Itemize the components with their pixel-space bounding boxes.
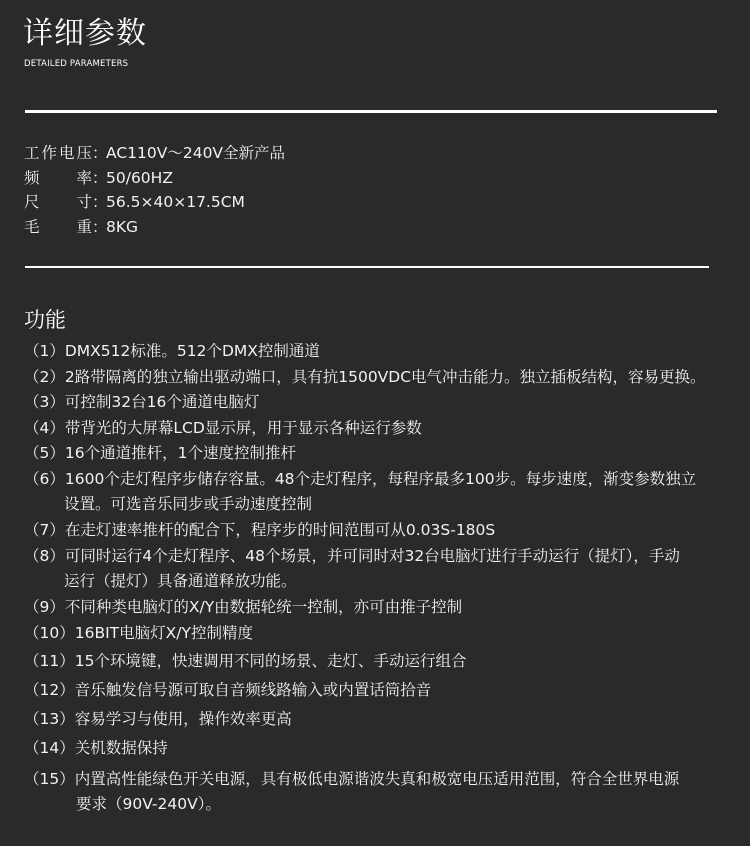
- function-number: （10）: [24, 624, 75, 642]
- param-row-voltage: [24, 141, 285, 166]
- function-text: 16BIT电脑灯X/Y控制精度: [74, 624, 253, 642]
- param-row-size: [24, 190, 285, 215]
- function-number: （14）: [24, 739, 75, 757]
- function-item: [24, 467, 696, 517]
- function-number: （9）: [24, 598, 65, 616]
- function-number: （2）: [24, 368, 65, 386]
- function-number: （12）: [24, 681, 75, 699]
- param-separator: ：: [92, 144, 108, 162]
- top-divider: [25, 110, 717, 113]
- param-separator: ：: [92, 168, 108, 187]
- functions-title: 功能: [24, 308, 66, 332]
- function-number: （6）: [24, 470, 65, 488]
- function-item: [24, 678, 431, 703]
- function-item: [24, 736, 168, 761]
- param-label: 毛重: [24, 217, 92, 236]
- function-item: [24, 339, 320, 364]
- param-value: AC110V～240V全新产品: [106, 144, 286, 162]
- function-item: [24, 416, 422, 441]
- function-number: （11）: [24, 652, 75, 670]
- function-number: （1）: [24, 342, 65, 360]
- param-value: 50/60HZ: [106, 168, 173, 187]
- param-label: 频率: [24, 168, 92, 187]
- function-item: [24, 441, 296, 466]
- param-separator: ：: [92, 193, 108, 211]
- param-label: 工作电压: [24, 144, 92, 162]
- function-text: 可同时运行4个走灯程序、48个场景，并可同时对32台电脑灯进行手动运行（提灯），手动: [64, 547, 680, 565]
- function-text: 内置高性能绿色开关电源，具有极低电源谐波失真和极宽电压适用范围，符合全世界电源: [74, 770, 680, 788]
- function-text-continued: 要求（90V-240V）。: [76, 795, 221, 813]
- function-number: （8）: [24, 547, 65, 565]
- parameter-list: [24, 141, 285, 239]
- param-value: 8KG: [106, 217, 139, 236]
- function-text: 1600个走灯程序步储存容量。48个走灯程序，每程序最多100步。每步速度，渐变参数独立: [64, 470, 697, 488]
- function-item: [24, 707, 292, 732]
- function-text: 15个环境键，快速调用不同的场景、走灯、手动运行组合: [74, 652, 467, 670]
- function-text-continued: 运行（提灯）具备通道释放功能。: [64, 572, 297, 590]
- function-item: [24, 544, 680, 594]
- function-text: 音乐触发信号源可取自音频线路输入或内置话筒拾音: [74, 681, 432, 699]
- param-label: 尺寸: [24, 193, 92, 211]
- param-row-frequency: [24, 166, 285, 191]
- function-number: （3）: [24, 393, 65, 411]
- param-separator: ：: [92, 217, 108, 236]
- function-text: 关机数据保持: [74, 739, 168, 757]
- middle-divider: [25, 266, 709, 268]
- function-number: （13）: [24, 710, 75, 728]
- function-item: [24, 365, 706, 390]
- function-number: （15）: [24, 770, 75, 788]
- page-title: 详细参数: [23, 16, 147, 51]
- function-text-continued: 设置。可选音乐同步或手动速度控制: [64, 495, 313, 513]
- function-text: DMX512标准。512个DMX控制通道: [64, 342, 320, 360]
- function-item: [24, 595, 462, 620]
- function-item: [24, 767, 679, 817]
- function-number: （7）: [24, 521, 65, 539]
- function-text: 带背光的大屏幕LCD显示屏，用于显示各种运行参数: [64, 419, 422, 437]
- function-item: [24, 518, 495, 543]
- function-item: [24, 621, 253, 646]
- param-value: 56.5×40×17.5CM: [106, 193, 245, 211]
- function-text: 容易学习与使用，操作效率更高: [74, 710, 292, 728]
- function-text: 不同种类电脑灯的X/Y由数据轮统一控制，亦可由推子控制: [64, 598, 463, 616]
- function-text: 16个通道推杆，1个速度控制推杆: [64, 444, 296, 462]
- param-row-weight: [24, 215, 285, 240]
- function-number: （4）: [24, 419, 65, 437]
- function-number: （5）: [24, 444, 65, 462]
- page-subtitle: DETAILED PARAMETERS: [24, 59, 129, 69]
- function-text: 2路带隔离的独立输出驱动端口，具有抗1500VDC电气冲击能力。独立插板结构，容易更换。: [64, 368, 706, 386]
- function-item: [24, 649, 466, 674]
- function-item: [24, 390, 259, 415]
- function-text: 可控制32台16个通道电脑灯: [64, 393, 260, 411]
- function-text: 在走灯速率推杆的配合下，程序步的时间范围可从0.03S-180S: [64, 521, 496, 539]
